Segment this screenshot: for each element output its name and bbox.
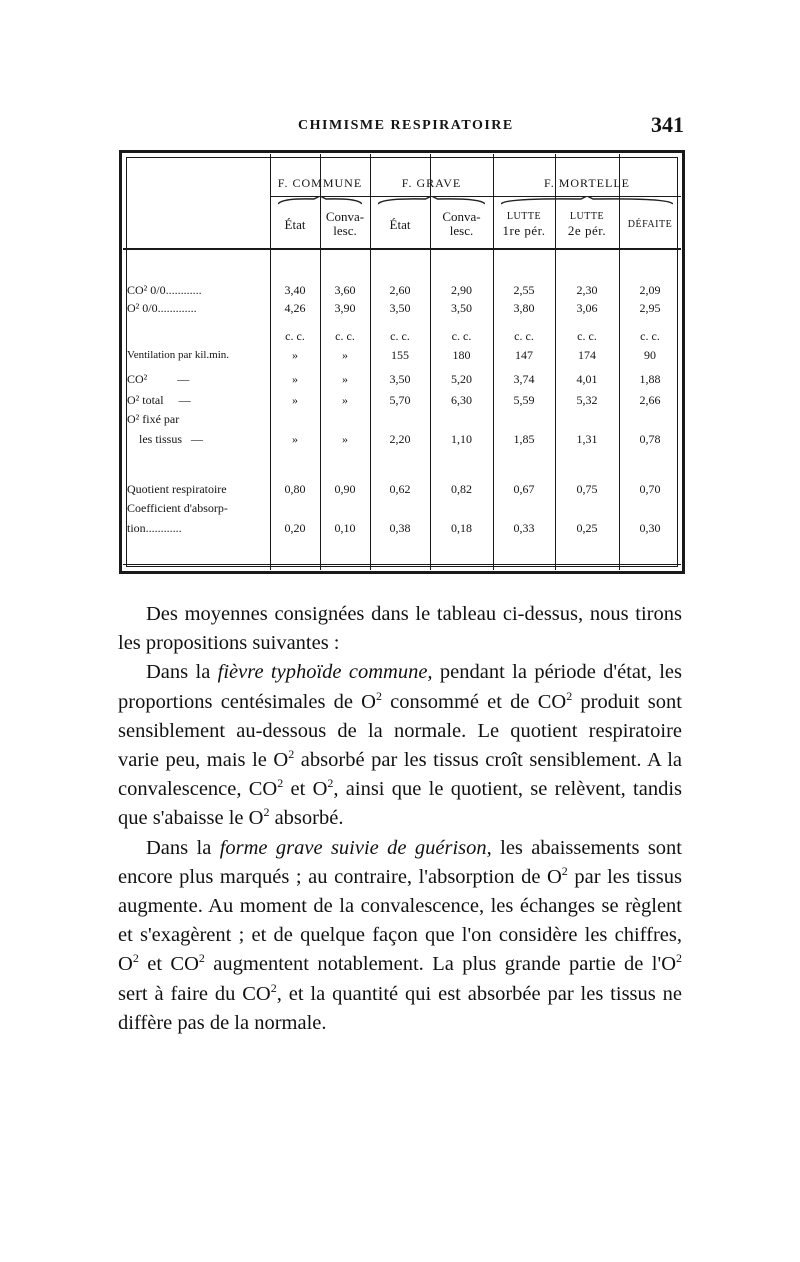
table-cell: 2,20 — [389, 432, 411, 446]
table-cell: 2,60 — [389, 283, 411, 297]
table-cell: c. c. — [451, 329, 472, 343]
table-cell: 0,78 — [639, 432, 661, 446]
column-header: État — [389, 217, 411, 232]
table-cell: » — [342, 393, 348, 407]
table-cell: 3,60 — [334, 283, 356, 297]
table-cell: » — [292, 393, 298, 407]
table-cell: 0,20 — [284, 521, 306, 535]
table-cell: 3,80 — [513, 301, 535, 315]
row-label: Coefficient d'absorp- — [127, 501, 228, 515]
table-cell: 3,50 — [389, 301, 411, 315]
table-cell: 1,31 — [576, 432, 598, 446]
table-cell: » — [342, 348, 348, 362]
paragraph-2: Dans la fièvre typhoïde commune, pendant la période d'état, les proportions centésimales de $O^2$ consommé et de $CO^2$ produit sont sensiblement au-dessous de la normale. Le quotient respiratoire varie peu, mais le $O^2$ absorbé par les tissus croît sensiblement. A la convalescence, $CO^2$ et $O^2$, ainsi que le quotient, se relèvent, tandis que s'abaisse le $O^2$ absorbé. — [118, 661, 683, 830]
column-header: Conva- lesc. — [325, 209, 365, 238]
table-cell: 0,38 — [389, 521, 411, 535]
table-cell: » — [292, 348, 298, 362]
group-header: F. COMMUNE — [277, 176, 363, 190]
row-label: CO² — — [127, 372, 190, 386]
table-cell: 155 — [391, 348, 409, 362]
table-cell: c. c. — [285, 329, 305, 343]
table-cell: 1,10 — [451, 432, 472, 446]
running-head — [118, 112, 684, 138]
running-title: CHIMISME RESPIRATOIRE — [298, 118, 514, 133]
column-header: LUTTE 2e pér. — [567, 211, 607, 238]
group-header: F. GRAVE — [401, 176, 462, 190]
table-rule-header-bottom — [123, 248, 681, 250]
table-cell: 5,20 — [451, 372, 472, 386]
table-cell: 0,62 — [389, 482, 411, 496]
column-header: LUTTE 1re pér. — [502, 211, 546, 238]
table-cell: 2,90 — [451, 283, 472, 297]
brace-path — [501, 196, 673, 204]
table-cell: 1,85 — [513, 432, 535, 446]
table-cell: 4,26 — [284, 301, 306, 315]
table-cell: 3,40 — [284, 283, 306, 297]
table-cell: » — [292, 432, 298, 446]
table-cell: 0,70 — [639, 482, 661, 496]
table-cell: c. c. — [640, 329, 660, 343]
table-cell: » — [292, 372, 298, 386]
table-cell: 2,09 — [639, 283, 661, 297]
table-cell: 0,10 — [334, 521, 356, 535]
row-label: les tissus — — [127, 432, 204, 446]
row-label: Ventilation par kil.min. — [127, 349, 230, 361]
table-cell: » — [342, 432, 348, 446]
table-cell: 180 — [452, 348, 471, 362]
table-cell: 2,95 — [639, 301, 661, 315]
table-cell: 0,67 — [513, 482, 535, 496]
row-label: O² fixé par — [127, 412, 180, 426]
table-cell: c. c. — [514, 329, 534, 343]
table-cell: 0,18 — [451, 521, 472, 535]
column-header: État — [284, 217, 306, 232]
table-cell: 3,50 — [451, 301, 472, 315]
table-rule-footer — [123, 564, 681, 565]
paragraph-1: Des moyennes consignées dans le tableau ci-dessus, nous tirons les propositions suivantes : — [118, 603, 682, 655]
table-cell: 3,50 — [389, 372, 411, 386]
table-cell: 2,66 — [639, 393, 661, 407]
group-brace — [278, 196, 362, 206]
row-label: CO² 0/0............ — [127, 283, 202, 297]
brace-path — [278, 196, 362, 204]
table-cell: 0,25 — [576, 521, 598, 535]
row-label: Quotient respiratoire — [127, 482, 227, 496]
page-number: 341 — [651, 112, 684, 137]
table-cell: » — [342, 372, 348, 386]
table-cell: 3,90 — [334, 301, 356, 315]
table-cell: 0,80 — [284, 482, 306, 496]
row-label: O² total — — [127, 393, 191, 407]
table-cell: 4,01 — [576, 372, 598, 386]
brace-path — [378, 196, 485, 204]
table-cell: c. c. — [390, 329, 410, 343]
row-label: tion............ — [127, 521, 182, 535]
table-cell: 0,30 — [639, 521, 661, 535]
table-cell: 2,30 — [576, 283, 598, 297]
table-cell: 174 — [578, 348, 596, 362]
column-header: Conva- lesc. — [442, 209, 481, 238]
body-text — [118, 600, 682, 1038]
table-cell: 0,75 — [576, 482, 598, 496]
table-cell: 90 — [644, 348, 656, 362]
table-cell: 1,88 — [639, 372, 661, 386]
table-cell: c. c. — [335, 329, 355, 343]
table-cell: 5,70 — [389, 393, 411, 407]
group-brace — [501, 196, 673, 206]
column-header: DÉFAITE — [627, 219, 673, 230]
paragraph-3: Dans la forme grave suivie de guérison, les abaissements sont encore plus marqués ; au contraire, l'absorption de $O^2$ par les tissus augmente. Au moment de la convalescence, les échanges se règlent et s'exagèrent ; et de quelque façon que l'on considère les chiffres, $O^2$ et $CO^2$ augmentent notablement. La plus grande partie de $l'O^2$ sert à faire du $CO^2$, et la quantité qui est absorbée par les tissus ne diffère pas de la normale. — [118, 836, 682, 1034]
row-label: O² 0/0............. — [127, 301, 197, 315]
table-cell: 3,06 — [576, 301, 598, 315]
group-brace — [378, 196, 485, 206]
table-cell: 6,30 — [451, 393, 472, 407]
table-cell: 0,90 — [334, 482, 356, 496]
table-cell: 0,33 — [513, 521, 535, 535]
table-cell: 2,55 — [513, 283, 535, 297]
table-cell: 0,82 — [451, 482, 472, 496]
table-cell: c. c. — [577, 329, 597, 343]
table-cell: 147 — [515, 348, 533, 362]
group-header: F. MORTELLE — [544, 176, 630, 190]
table-cell: 3,74 — [513, 372, 535, 386]
table-cell: 5,32 — [576, 393, 598, 407]
table-cell: 5,59 — [513, 393, 535, 407]
